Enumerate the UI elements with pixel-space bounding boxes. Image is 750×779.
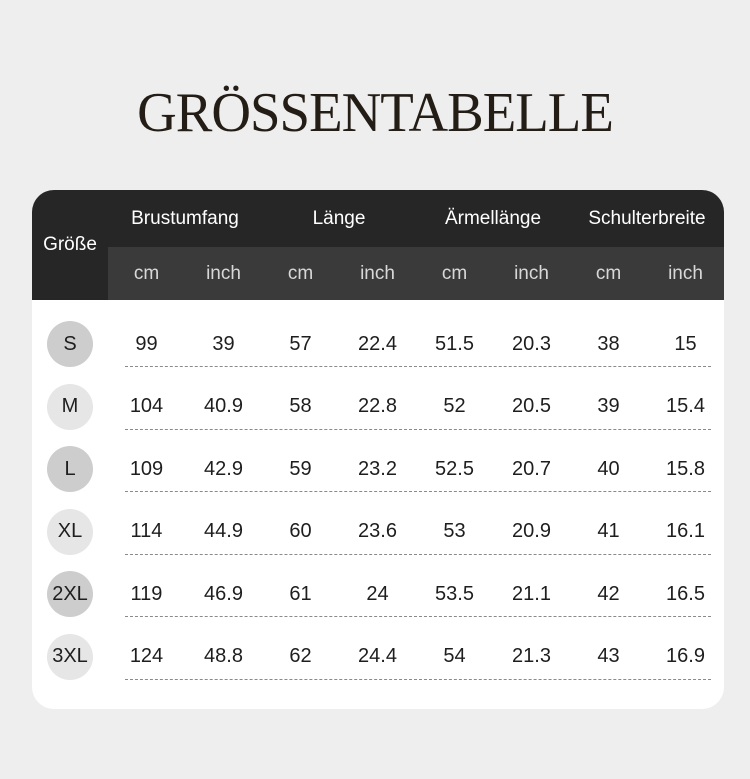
unit-header: inch xyxy=(206,262,241,284)
unit-header: cm xyxy=(287,262,314,284)
table-cell: 59 xyxy=(289,457,312,480)
table-cell: 16.1 xyxy=(666,520,705,542)
table-cell: 21.3 xyxy=(512,645,551,667)
size-column-header: Größe xyxy=(43,234,97,255)
table-cell: 51.5 xyxy=(435,332,474,355)
table-cell: 15 xyxy=(674,332,697,355)
table-cell: 48.8 xyxy=(204,645,243,667)
table-cell: 23.6 xyxy=(358,520,397,542)
unit-header: cm xyxy=(441,262,468,284)
table-cell: 24.4 xyxy=(358,645,397,667)
unit-header: cm xyxy=(133,262,160,284)
row-divider xyxy=(125,679,711,680)
table-cell: 20.5 xyxy=(512,395,551,417)
unit-header: inch xyxy=(360,262,395,284)
measure-group-header: Länge xyxy=(312,207,366,229)
size-badge: 3XL xyxy=(47,634,93,680)
table-cell: 62 xyxy=(289,645,312,667)
table-cell: 41 xyxy=(597,520,620,542)
table-cell: 114 xyxy=(130,520,163,542)
table-cell: 53 xyxy=(443,520,466,542)
table-cell: 22.4 xyxy=(358,332,397,355)
table-cell: 23.2 xyxy=(358,457,397,480)
table-row xyxy=(32,626,724,688)
table-cell: 20.7 xyxy=(512,457,551,480)
table-cell: 104 xyxy=(129,395,164,417)
size-badge: XL xyxy=(47,509,93,555)
table-cell: 15.4 xyxy=(666,395,705,417)
table-cell: 16.9 xyxy=(666,645,705,667)
table-cell: 20.9 xyxy=(512,520,551,542)
table-cell: 119 xyxy=(130,582,163,605)
table-cell: 22.8 xyxy=(358,395,397,417)
table-cell: 40 xyxy=(597,457,620,480)
table-row xyxy=(32,438,724,500)
table-cell: 44.9 xyxy=(204,520,243,542)
table-row xyxy=(32,563,724,625)
row-divider xyxy=(125,616,711,617)
table-cell: 16.5 xyxy=(666,582,705,605)
size-badge: S xyxy=(47,321,93,367)
row-divider xyxy=(125,554,711,555)
table-row xyxy=(32,376,724,438)
table-cell: 52.5 xyxy=(435,457,474,480)
table-cell: 15.8 xyxy=(666,457,705,480)
measure-group-header: Brustumfang xyxy=(131,207,239,229)
table-cell: 60 xyxy=(289,520,312,542)
table-cell: 53.5 xyxy=(435,582,474,605)
table-cell: 42 xyxy=(597,582,620,605)
unit-header: cm xyxy=(595,262,622,284)
table-cell: 99 xyxy=(135,332,158,355)
table-cell: 24 xyxy=(366,582,389,605)
table-cell: 58 xyxy=(289,395,312,417)
row-divider xyxy=(125,366,711,367)
row-divider xyxy=(125,429,711,430)
table-cell: 52 xyxy=(443,395,466,417)
size-table xyxy=(32,190,724,709)
table-cell: 39 xyxy=(597,395,620,417)
table-cell: 39 xyxy=(212,332,235,355)
table-cell: 42.9 xyxy=(204,457,243,480)
measure-group-header: Ärmellänge xyxy=(444,207,542,229)
table-cell: 61 xyxy=(289,582,312,605)
size-badge: M xyxy=(47,384,93,430)
page-title: GRÖSSENTABELLE xyxy=(137,82,613,144)
table-cell: 20.3 xyxy=(512,332,551,355)
size-badge: 2XL xyxy=(47,571,93,617)
table-row xyxy=(32,501,724,563)
table-cell: 124 xyxy=(129,645,164,667)
table-cell: 57 xyxy=(289,332,312,355)
table-cell: 38 xyxy=(597,332,620,355)
table-cell: 43 xyxy=(597,645,620,667)
unit-header: inch xyxy=(668,262,703,284)
unit-header: inch xyxy=(514,262,549,284)
row-divider xyxy=(125,491,711,492)
table-cell: 46.9 xyxy=(204,582,243,605)
size-badge: L xyxy=(47,446,93,492)
table-cell: 54 xyxy=(443,645,466,667)
measure-group-header: Schulterbreite xyxy=(588,207,706,229)
table-cell: 109 xyxy=(129,457,164,480)
table-cell: 40.9 xyxy=(204,395,243,417)
table-cell: 21.1 xyxy=(512,582,551,605)
table-row xyxy=(32,313,724,375)
